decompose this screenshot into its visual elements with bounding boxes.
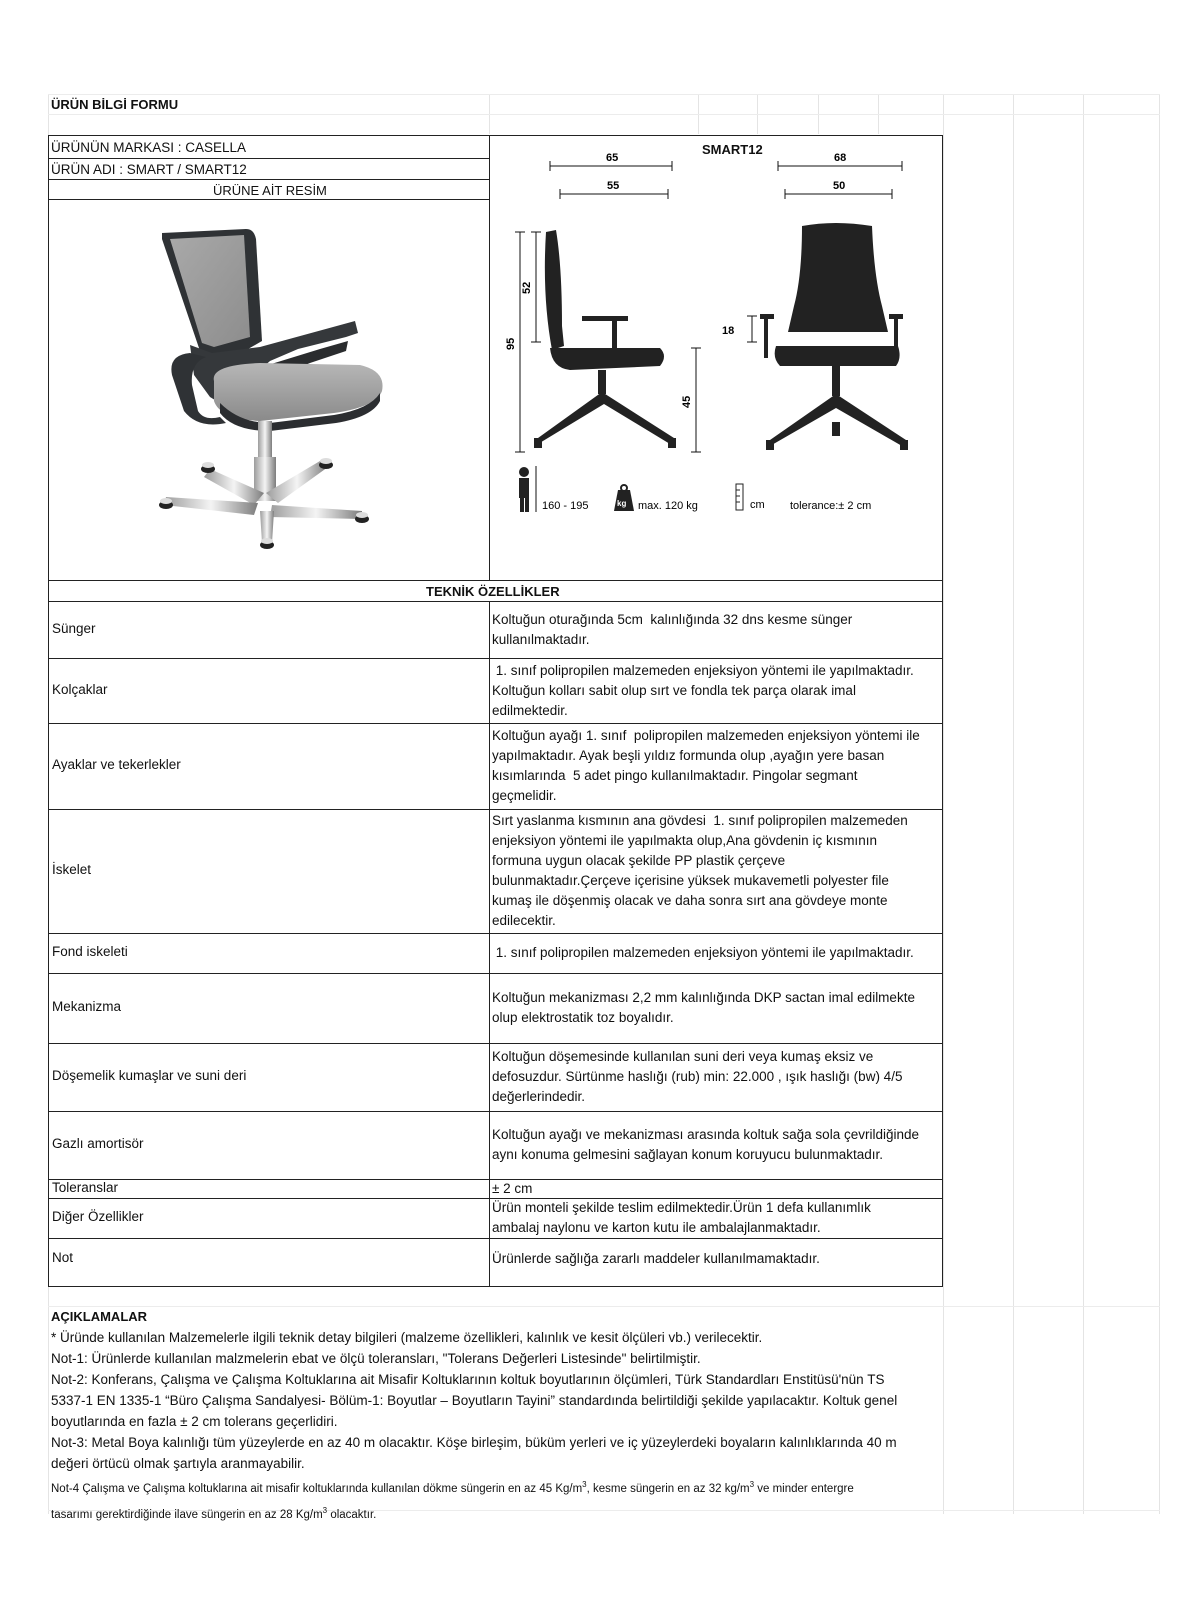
spec-description-line: Koltuğun kolları sabit olup sırt ve fondla tek parça olarak imal	[492, 682, 856, 698]
spec-description-line: ± 2 cm	[492, 1180, 533, 1196]
spec-description-line: Koltuğun ayağı 1. sınıf polipropilen malzemeden enjeksiyon yöntemi ile	[492, 728, 920, 743]
row-divider	[48, 1238, 943, 1239]
row-divider	[48, 809, 943, 810]
row-divider	[48, 1043, 943, 1044]
spec-label: İskelet	[52, 862, 92, 877]
specs-heading: TEKNİK ÖZELLİKLER	[426, 584, 560, 599]
spec-description-line: ambalaj naylonu ve karton kutu ile ambalajlanmaktadır.	[492, 1220, 821, 1235]
spec-description-line: edilecektir.	[492, 913, 556, 928]
note-3-line-1: Not-3: Metal Boya kalınlığı tüm yüzeylerde en az 40 m olacaktır. Köşe birleşim, büküm yerleri ve iç yüzeylerdeki boyaların kalınlıklarında 40 m	[51, 1435, 897, 1450]
dimension-drawing	[490, 136, 942, 580]
note-4-line-2: tasarımı gerektirdiğinde ilave süngerin en az 28 $Kg/m^3$ olacaktır.	[51, 1505, 377, 1521]
dim-total-height: 95	[505, 337, 517, 350]
spec-label: Toleranslar	[52, 1179, 119, 1195]
dim-back-height: 52	[521, 281, 533, 294]
note-2-line-2: 5337-1 EN 1335-1 “Büro Çalışma Sandalyesi- Bölüm-1: Boyutlar – Boyutların Tayini” standardında belirtildiği şekilde yapılacaktır. Koltuk genel	[51, 1393, 898, 1408]
spec-description-line: edilmektedir.	[492, 702, 568, 718]
spec-description-line: kumaş ile döşenmiş olacak ve daha sonra sırt ana gövdeye monte	[492, 893, 888, 908]
spec-description-line: yapılmaktadır. Ayak beşli yıldız formunda olup ,ayağın yere basan	[492, 748, 885, 763]
spec-label: Diğer Özellikler	[52, 1209, 144, 1224]
chair-photo	[150, 225, 410, 555]
dim-arm-height: 18	[722, 325, 735, 337]
spec-description-line: değerlerindedir.	[492, 1089, 586, 1104]
row-divider	[48, 973, 943, 974]
note-1: Not-1: Ürünlerde kullanılan malzmelerin ebat ve ölçü toleransları, "Tolerans Değerleri Listesinde" belirtilmiştir.	[51, 1351, 701, 1366]
spec-description-line: enjeksiyon yöntemi ile yapılmakta olup,Ana gövdenin iç kısmının	[492, 833, 877, 848]
form-title: ÜRÜN BİLGİ FORMU	[51, 97, 179, 112]
model-label: SMART12	[702, 142, 763, 157]
row-divider	[48, 658, 943, 659]
spec-label: Mekanizma	[52, 999, 122, 1014]
max-weight: max. 120 kg	[638, 500, 698, 512]
dim-front-top: 68	[834, 152, 847, 164]
note-2-line-1: Not-2: Konferans, Çalışma ve Çalışma Koltuklarına ait Misafir Koltuklarının koltuk boyutlarının ölçümleri, Türk Standardları Enstitüsü'nün TS	[51, 1372, 885, 1387]
spec-label: Kolçaklar	[52, 681, 108, 697]
notes-section	[51, 1306, 941, 1526]
spec-description-line: Ürünlerde sağlığa zararlı maddeler kullanılmamaktadır.	[492, 1250, 820, 1266]
note-star: * Üründe kullanılan Malzemelerle ilgili teknik detay bilgileri (malzeme özellikleri, kalınlık ve kesit ölçüleri vb.) verilecektir.	[51, 1330, 763, 1345]
spec-description-line: kullanılmaktadır.	[492, 631, 590, 647]
spec-description-line: 1. sınıf polipropilen malzemeden enjeksiyon yöntemi ile yapılmaktadır.	[492, 662, 914, 678]
spec-description-line: geçmelidir.	[492, 788, 557, 803]
row-divider	[48, 933, 943, 934]
spec-description-line: Koltuğun oturağında 5cm kalınlığında 32 dns kesme sünger	[492, 611, 853, 627]
spec-description-line: Sırt yaslanma kısmının ana gövdesi 1. sınıf polipropilen malzemeden	[492, 813, 908, 828]
spec-description-line: kısımlarında 5 adet pingo kullanılmaktadır. Pingolar segmant	[492, 768, 858, 783]
product-name-line: ÜRÜN ADI : SMART / SMART12	[51, 162, 247, 177]
note-4-line-1: Not-4 Çalışma ve Çalışma koltuklarına ait misafir koltuklarında kullanılan dökme süngerin en az 45 $Kg/m^3$, kesme süngerin en az 32 $kg/m^3$ ve minder entergre	[51, 1480, 854, 1495]
image-caption: ÜRÜNE AİT RESİM	[213, 183, 327, 198]
row-divider	[48, 723, 943, 724]
dim-seat-height: 45	[681, 395, 693, 408]
spec-label: Ayaklar ve tekerlekler	[52, 757, 181, 772]
spec-description-line: aynı konuma gelmesini sağlayan konum koruyucu bulunmaktadır.	[492, 1147, 883, 1162]
spec-label: Sünger	[52, 620, 96, 636]
note-2-line-3: boyutlarında en fazla ± 2 cm tolerans geçerlidiri.	[51, 1414, 338, 1429]
dim-side-seat: 55	[607, 180, 620, 192]
spec-description-line: olup elektrostatik toz boyalıdır.	[492, 1010, 674, 1025]
dim-side-top: 65	[606, 152, 619, 164]
spec-description-line: bulunmaktadır.Çerçeve içerisine yüksek mukavemetli polyester file	[492, 873, 889, 888]
notes-heading: AÇIKLAMALAR	[51, 1309, 148, 1324]
spec-label: Döşemelik kumaşlar ve suni deri	[52, 1068, 247, 1083]
spec-label: Fond iskeleti	[52, 944, 128, 959]
unit-label: cm	[750, 499, 765, 511]
spec-description-line: Koltuğun ayağı ve mekanizması arasında koltuk sağa sola çevrildiğinde	[492, 1127, 919, 1142]
dim-front-seat: 50	[833, 180, 846, 192]
spec-label: Gazlı amortisör	[52, 1136, 144, 1151]
spec-label: Not	[52, 1249, 74, 1265]
note-3-line-2: değeri örtücü olmak şartıyla aranmayabilir.	[51, 1456, 305, 1471]
spec-description-line: 1. sınıf polipropilen malzemeden enjeksiyon yöntemi ile yapılmaktadır.	[492, 945, 914, 960]
tolerance-label: tolerance:± 2 cm	[790, 500, 872, 512]
spec-description-line: Koltuğun mekanizması 2,2 mm kalınlığında DKP sactan imal edilmekte	[492, 990, 915, 1005]
user-height: 160 - 195	[542, 500, 589, 512]
spec-description-line: Koltuğun döşemesinde kullanılan suni deri veya kumaş eksiz ve	[492, 1049, 874, 1064]
spec-description-line: Ürün monteli şekilde teslim edilmektedir.Ürün 1 defa kullanımlık	[492, 1200, 871, 1215]
kg-badge: kg	[617, 499, 627, 508]
row-divider	[48, 1111, 943, 1112]
spec-description-line: defosuzdur. Sürtünme haslığı (rub) min: 22.000 , ışık haslığı (bw) 4/5	[492, 1069, 903, 1084]
spec-description-line: formuna uygun olacak şekilde PP plastik çerçeve	[492, 853, 786, 868]
brand-line: ÜRÜNÜN MARKASI : CASELLA	[51, 140, 247, 155]
